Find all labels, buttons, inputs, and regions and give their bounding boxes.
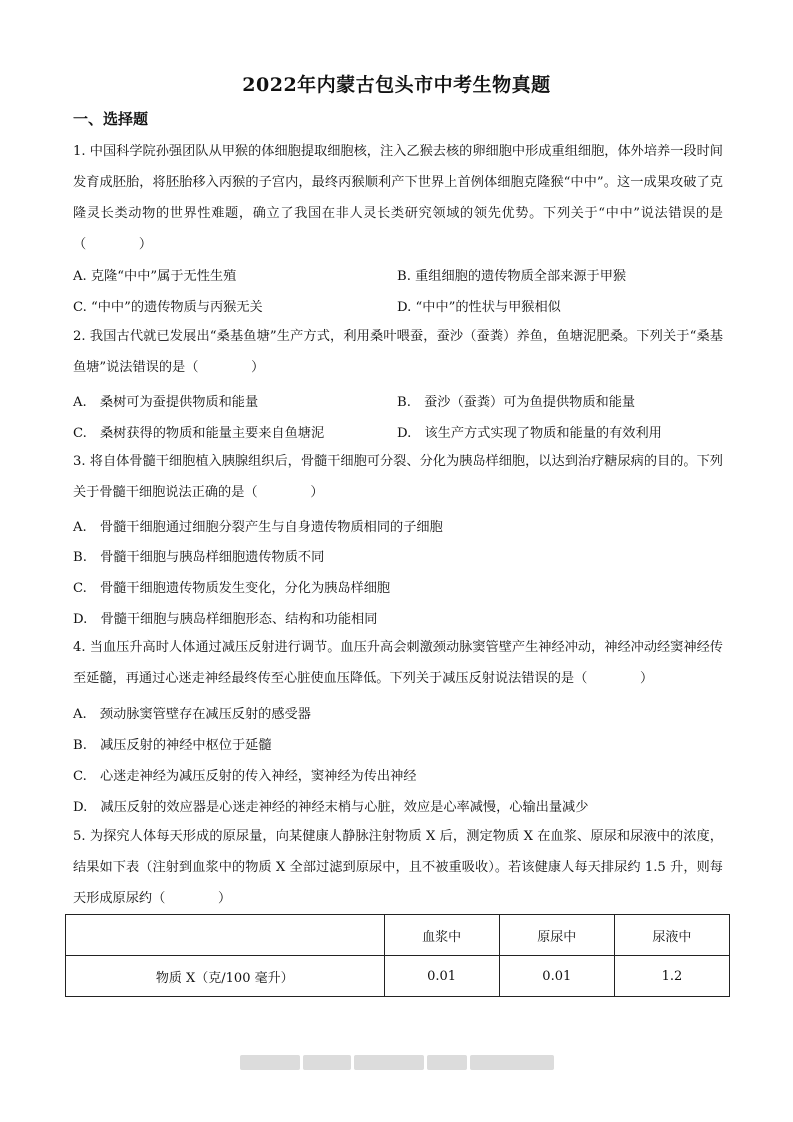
q2-option-a: A. 桑树可为蚕提供物质和能量 xyxy=(73,395,259,410)
q2-option-d: D. 该生产方式实现了物质和能量的有效利用 xyxy=(397,426,662,441)
question-5-stem: 5. 为探究人体每天形成的原尿量，向某健康人静脉注射物质 X 后，测定物质 X 在血浆、原尿和尿液中的浓度，结果如下表（注射到血浆中的物质 X 全部过滤到原尿中，且不被重吸收）。若该健康人每天排尿约 1.5 升，则每天形成原尿约（ ） xyxy=(73,829,723,906)
table-cell: 0.01 xyxy=(499,956,614,997)
table-header-cell xyxy=(66,915,385,956)
table-header-cell: 原尿中 xyxy=(499,915,614,956)
table-header-cell: 血浆中 xyxy=(384,915,499,956)
q1-option-a: A. 克隆“中中”属于无性生殖 xyxy=(73,269,237,284)
q4-option-c: C. 心迷走神经为减压反射的传入神经，窦神经为传出神经 xyxy=(73,769,417,784)
q2-option-b: B. 蚕沙（蚕粪）可为鱼提供物质和能量 xyxy=(397,395,636,410)
q4-option-a: A. 颈动脉窦管壁存在减压反射的感受器 xyxy=(73,707,311,722)
q3-option-c: C. 骨髓干细胞遗传物质发生变化，分化为胰岛样细胞 xyxy=(73,581,391,596)
q3-option-b: B. 骨髓干细胞与胰岛样细胞遗传物质不同 xyxy=(73,550,325,565)
table-cell: 物质 X（克/100 毫升） xyxy=(66,956,385,997)
page-title: 2022年内蒙古包头市中考生物真题 xyxy=(242,74,551,96)
question-3-stem: 3. 将自体骨髓干细胞植入胰腺组织后，骨髓干细胞可分裂、分化为胰岛样细胞，以达到治疗糖尿病的目的。下列关于骨髓干细胞说法正确的是（ ） xyxy=(73,454,723,500)
q1-option-b: B. 重组细胞的遗传物质全部来源于甲猴 xyxy=(397,269,627,284)
blurred-footer-watermark xyxy=(240,1055,554,1070)
table-row xyxy=(66,956,730,997)
table-header-row xyxy=(66,915,730,956)
section-heading: 一、选择题 xyxy=(73,110,149,128)
table-header-cell: 尿液中 xyxy=(614,915,729,956)
q4-option-d: D. 减压反射的效应器是心迷走神经的神经末梢与心脏，效应是心率减慢，心输出量减少 xyxy=(73,800,589,815)
table-cell: 0.01 xyxy=(384,956,499,997)
question-2-stem: 2. 我国古代就已发展出“桑基鱼塘”生产方式，利用桑叶喂蚕，蚕沙（蚕粪）养鱼，鱼塘泥肥桑。下列关于“桑基鱼塘”说法错误的是（ ） xyxy=(73,329,723,375)
q1-option-c: C. “中中”的遗传物质与丙猴无关 xyxy=(73,300,263,315)
table-cell: 1.2 xyxy=(614,956,729,997)
data-table xyxy=(65,914,730,997)
q2-option-c: C. 桑树获得的物质和能量主要来自鱼塘泥 xyxy=(73,426,325,441)
q3-option-d: D. 骨髓干细胞与胰岛样细胞形态、结构和功能相同 xyxy=(73,612,378,627)
q4-option-b: B. 减压反射的神经中枢位于延髓 xyxy=(73,738,272,753)
q3-option-a: A. 骨髓干细胞通过细胞分裂产生与自身遗传物质相同的子细胞 xyxy=(73,520,443,535)
question-4-stem: 4. 当血压升高时人体通过减压反射进行调节。血压升高会刺激颈动脉窦管壁产生神经冲动，神经冲动经窦神经传至延髓，再通过心迷走神经最终传至心脏使血压降低。下列关于减压反射说法错误的是（ ） xyxy=(73,640,723,686)
q1-option-d: D. “中中”的性状与甲猴相似 xyxy=(397,300,561,315)
question-1-stem: 1. 中国科学院孙强团队从甲猴的体细胞提取细胞核，注入乙猴去核的卵细胞中形成重组细胞，体外培养一段时间发育成胚胎，将胚胎移入丙猴的子宫内，最终丙猴顺利产下世界上首例体细胞克隆猴“中中”。这一成果攻破了克隆灵长类动物的世界性难题，确立了我国在非人灵长类研究领域的领先优势。下列关于“中中”说法错误的是（ ） xyxy=(73,144,723,252)
